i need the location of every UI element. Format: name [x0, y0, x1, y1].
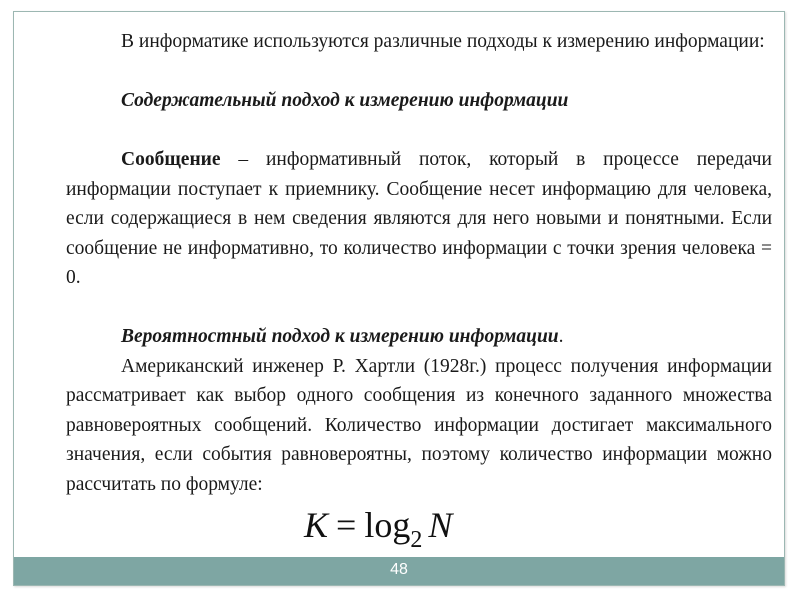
probabilistic-approach-heading: [66, 322, 772, 352]
formula-equals: =: [336, 505, 357, 545]
spacer: [66, 57, 772, 87]
probabilistic-approach-heading-text: Вероятностный подход к измерению информации: [121, 326, 559, 347]
formula-lhs: K: [304, 505, 329, 545]
content-approach-heading-text: Содержательный подход к измерению информации: [121, 90, 569, 111]
message-definition-text: – информативный поток, который в процессе передачи информации поступает к приемнику. Сообщение несет информацию для человека, если содержащиеся в нем сведения являются для него новыми и понятными. Если сообщение не информативно, то количество информации с точки зрения человека = 0.: [66, 149, 772, 288]
formula-log-base: 2: [410, 527, 423, 553]
spacer: [66, 293, 772, 323]
page-number: 48: [390, 561, 408, 578]
message-definition-paragraph: [66, 145, 772, 293]
slide-content: [66, 27, 772, 499]
footer-bar: [14, 557, 784, 585]
content-approach-heading: [66, 86, 772, 116]
message-term: Сообщение: [121, 149, 221, 170]
formula-log: log: [364, 505, 411, 545]
formula-arg: N: [428, 505, 453, 545]
hartley-paragraph: Американский инженер Р. Хартли (1928г.) процесс получения информации рассматривает как выбор одного сообщения из конечного заданного множества равновероятных сообщений. Количество информации достигает максимального значения, если события равновероятны, поэтому количество информации можно рассчитать по формуле:: [66, 355, 772, 495]
intro-paragraph: В информатике используются различные подходы к измерению информации:: [121, 31, 765, 52]
spacer: [66, 116, 772, 146]
slide: [13, 11, 785, 586]
heading-period: .: [558, 326, 564, 347]
hartley-formula: [304, 504, 453, 553]
